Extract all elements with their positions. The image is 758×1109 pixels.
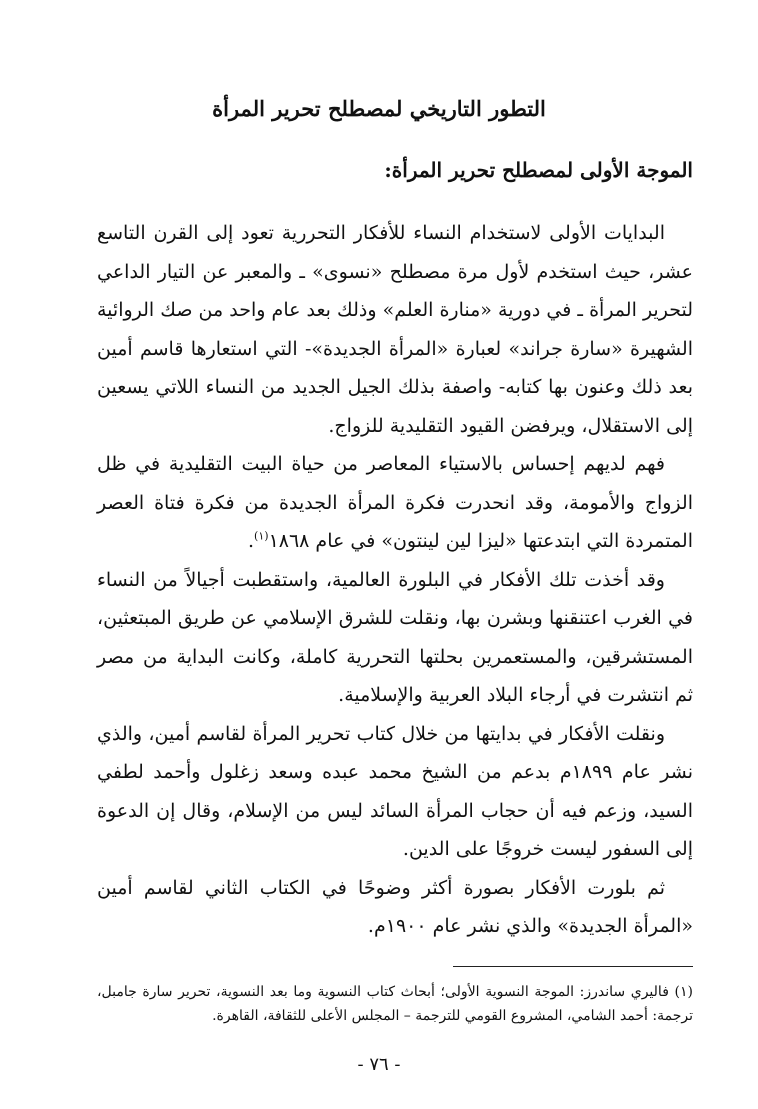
section-heading: الموجة الأولى لمصطلح تحرير المرأة:: [384, 158, 693, 182]
body-text: [97, 214, 693, 946]
paragraph-2-end: .: [248, 530, 255, 552]
paragraph-1: البدايات الأولى لاستخدام النساء للأفكار التحررية تعود إلى القرن التاسع عشر، حيث استخدم لأول مرة مصطلح «نسوى» ـ والمعبر عن التيار الداعي لتحرير المرأة ـ في دورية «منارة العلم» وذلك بعد عام واحد من صك الروائية الشهيرة «سارة جراند» لعبارة «المرأة الجديدة»- التي استعارها قاسم أمين بعد ذلك وعنون بها كتابه- واصفة بذلك الجيل الجديد من النساء اللاتي يسعين إلى الاستقلال، ويرفضن القيود التقليدية للزواج.: [97, 222, 693, 437]
paragraph-3: وقد أخذت تلك الأفكار في البلورة العالمية، واستقطبت أجيالاً من النساء في الغرب اعتنقنها وبشرن بها، ونقلت للشرق الإسلامي عن طريق المبتعثين، المستشرقين، والمستعمرين بحلتها التحررية كاملة، وكانت البداية من مصر ثم انتشرت في أرجاء البلاد العربية والإسلامية.: [97, 568, 693, 706]
page-number: - ٧٦ -: [357, 1054, 401, 1075]
footnote-reference[interactable]: (١): [254, 529, 269, 543]
page-title: التطور التاريخي لمصطلح تحرير المرأة: [212, 96, 546, 121]
footnote: (١) فاليري ساندرز: الموجة النسوية الأولى؛ أبحاث كتاب النسوية وما بعد النسوية، تحرير سارة جامبل، ترجمة: أحمد الشامي، المشروع القومي للترجمة – المجلس الأعلى للثقافة، القاهرة.: [97, 984, 693, 1024]
footnote-divider: [453, 966, 693, 967]
paragraph-2: [97, 445, 693, 561]
paragraph-5: ثم بلورت الأفكار بصورة أكثر وضوحًا في الكتاب الثاني لقاسم أمين «المرأة الجديدة» والذي نشر عام ١٩٠٠م.: [97, 876, 693, 937]
paragraph-4: ونقلت الأفكار في بدايتها من خلال كتاب تحرير المرأة لقاسم أمين، والذي نشر عام ١٨٩٩م بدعم من الشيخ محمد عبده وسعد زغلول وأحمد لطفي السيد، وزعم فيه أن حجاب المرأة السائد ليس من الإسلام، وقال إن الدعوة إلى السفور ليست خروجًا على الدين.: [97, 722, 693, 860]
paragraph-2-text: فهم لديهم إحساس بالاستياء المعاصر من حياة البيت التقليدية في ظل الزواج والأمومة، وقد انحدرت فكرة المرأة الجديدة من فكرة فتاة العصر المتمردة التي ابتدعتها «ليزا لين لينتون» في عام ١٨٦٨: [97, 453, 693, 552]
